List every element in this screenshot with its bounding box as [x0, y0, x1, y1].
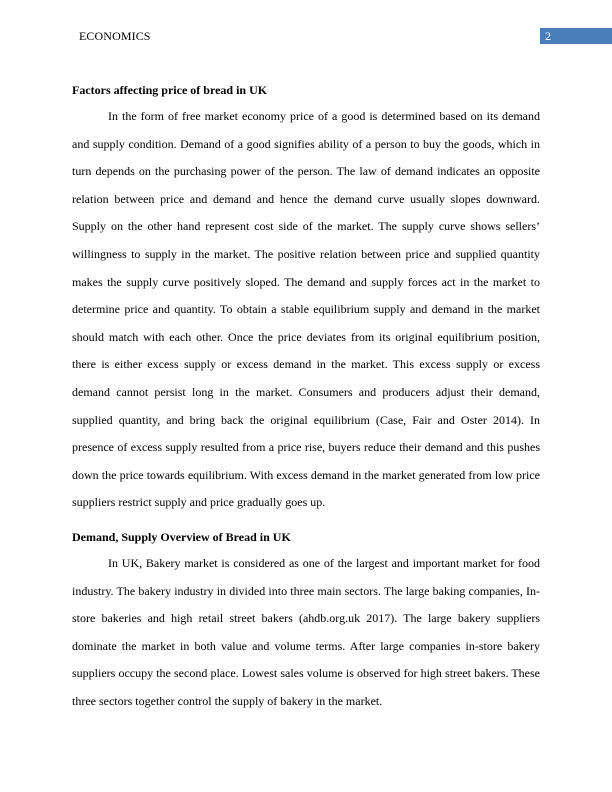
- body-paragraph: In the form of free market economy price of a good is determined based on its demand and supply condition. Demand of a good signifies ability of a person to buy the goods, which in turn depends on the purchasing power of the person. The law of demand indicates an opposite relation between price and demand and hence the demand curve usually slopes downward. Supply on the other hand represent cost side of the market. The supply curve shows sellers’ willingness to supply in the market. The positive relation between price and supplied quantity makes the supply curve positively sloped. The demand and supply forces act in the market to determine price and quantity. To obtain a stable equilibrium supply and demand in the market should match with each other. Once the price deviates from its original equilibrium position, there is either excess supply or excess demand in the market. This excess supply or excess demand cannot persist long in the market. Consumers and producers adjust their demand, supplied quantity, and bring back the original equilibrium (Case, Fair and Oster 2014). In presence of excess supply resulted from a price rise, buyers reduce their demand and this pushes down the price towards equilibrium. With excess demand in the market generated from low price suppliers restrict supply and price gradually goes up.: [72, 109, 540, 510]
- body-paragraph: In UK, Bakery market is considered as one of the largest and important market for food industry. The bakery industry in divided into three main sectors. The large baking companies, In-store bakeries and high retail street bakers (ahdb.org.uk 2017). The large bakery suppliers dominate the market in both value and volume terms. After large companies in-store bakery suppliers occupy the second place. Lowest sales volume is observed for high street bakers. These three sectors together control the supply of bakery in the market.: [72, 555, 540, 708]
- section-heading: Factors affecting price of bread in UK: [72, 83, 268, 97]
- section-heading: Demand, Supply Overview of Bread in UK: [72, 529, 291, 544]
- running-header-title: ECONOMICS: [79, 29, 151, 43]
- document-body: [72, 80, 540, 715]
- page-number-badge: 2: [540, 28, 612, 44]
